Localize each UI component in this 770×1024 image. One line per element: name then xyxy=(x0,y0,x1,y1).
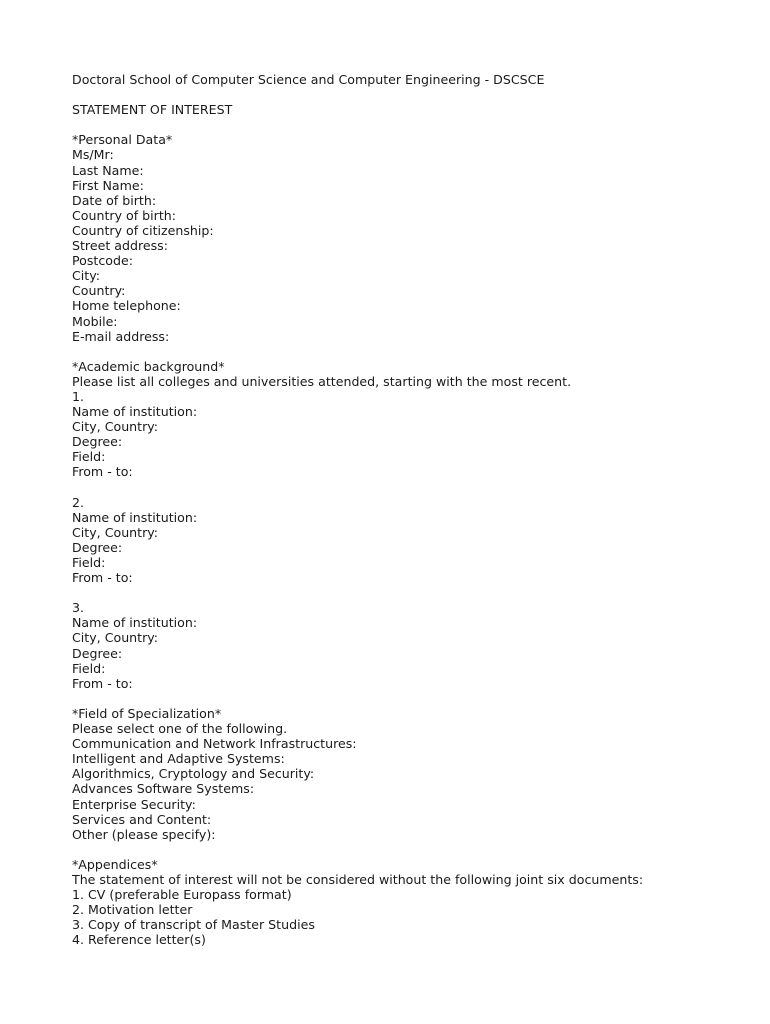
entry-number: 2. xyxy=(72,494,85,510)
field-label-city-country: City, Country: xyxy=(72,419,159,435)
specialization-option: Advances Software Systems: xyxy=(72,781,255,797)
specialization-heading: *Field of Specialization* xyxy=(72,705,222,721)
field-label-institution: Name of institution: xyxy=(72,404,198,420)
specialization-option: Services and Content: xyxy=(72,811,212,827)
field-label-country: Country: xyxy=(72,283,126,299)
spacer xyxy=(72,344,752,359)
academic-heading: *Academic background* xyxy=(72,358,225,374)
field-label-field: Field: xyxy=(72,555,106,570)
appendix-item: 3. Copy of transcript of Master Studies xyxy=(72,917,315,933)
entry-number: 3. xyxy=(72,600,85,616)
field-label-from-to: From - to: xyxy=(72,464,133,480)
specialization-instruction: Please select one of the following. xyxy=(72,721,288,737)
field-label-degree: Degree: xyxy=(72,434,123,450)
field-label-from-to: From - to: xyxy=(72,570,133,586)
field-label-street-address: Street address: xyxy=(72,238,168,254)
personal-data-section xyxy=(72,132,752,343)
appendices-intro: The statement of interest will not be considered without the following joint six documents: xyxy=(72,871,644,887)
appendices-section xyxy=(72,857,752,948)
field-label-citizenship: Country of citizenship: xyxy=(72,222,214,238)
field-label-field: Field: xyxy=(72,449,106,465)
spacer xyxy=(72,87,752,102)
field-label-last-name: Last Name: xyxy=(72,162,144,178)
institution-entry xyxy=(72,495,752,586)
specialization-option: Communication and Network Infrastructures: xyxy=(72,736,357,752)
academic-instruction: Please list all colleges and universities attended, starting with the most recent. xyxy=(72,373,572,389)
field-label-institution: Name of institution: xyxy=(72,615,198,631)
spacer xyxy=(72,480,752,495)
field-label-email: E-mail address: xyxy=(72,328,170,344)
personal-data-heading: *Personal Data* xyxy=(72,132,173,148)
document-title: STATEMENT OF INTEREST xyxy=(72,102,233,118)
spacer xyxy=(72,117,752,132)
field-label-city-country: City, Country: xyxy=(72,524,159,540)
entry-number: 1. xyxy=(72,388,85,404)
spacer xyxy=(72,691,752,706)
field-label-institution: Name of institution: xyxy=(72,509,198,525)
institution-entry xyxy=(72,600,752,691)
spacer xyxy=(72,585,752,600)
field-label-first-name: First Name: xyxy=(72,177,144,193)
appendix-item: 1. CV (preferable Europass format) xyxy=(72,887,292,903)
specialization-option-other: Other (please specify): xyxy=(72,826,216,842)
appendix-item: 4. Reference letter(s) xyxy=(72,932,206,948)
field-label-salutation: Ms/Mr: xyxy=(72,147,114,163)
specialization-section xyxy=(72,706,752,842)
field-label-mobile: Mobile: xyxy=(72,313,118,329)
field-label-date-of-birth: Date of birth: xyxy=(72,192,157,208)
field-label-city: City: xyxy=(72,268,101,284)
field-label-country-of-birth: Country of birth: xyxy=(72,207,177,223)
field-label-city-country: City, Country: xyxy=(72,630,159,646)
field-label-home-telephone: Home telephone: xyxy=(72,298,181,314)
academic-background-section xyxy=(72,359,752,691)
spacer xyxy=(72,842,752,857)
field-label-degree: Degree: xyxy=(72,645,123,661)
appendices-heading: *Appendices* xyxy=(72,856,158,872)
field-label-degree: Degree: xyxy=(72,539,123,555)
specialization-option: Algorithmics, Cryptology and Security: xyxy=(72,766,315,782)
institution-entry xyxy=(72,389,752,480)
specialization-option: Enterprise Security: xyxy=(72,796,196,812)
field-label-postcode: Postcode: xyxy=(72,253,133,269)
field-label-field: Field: xyxy=(72,660,106,676)
field-label-from-to: From - to: xyxy=(72,675,133,691)
appendix-item: 2. Motivation letter xyxy=(72,902,193,918)
school-name: Doctoral School of Computer Science and Computer Engineering - DSCSCE xyxy=(72,72,545,87)
document-page xyxy=(72,72,752,947)
specialization-option: Intelligent and Adaptive Systems: xyxy=(72,751,285,767)
